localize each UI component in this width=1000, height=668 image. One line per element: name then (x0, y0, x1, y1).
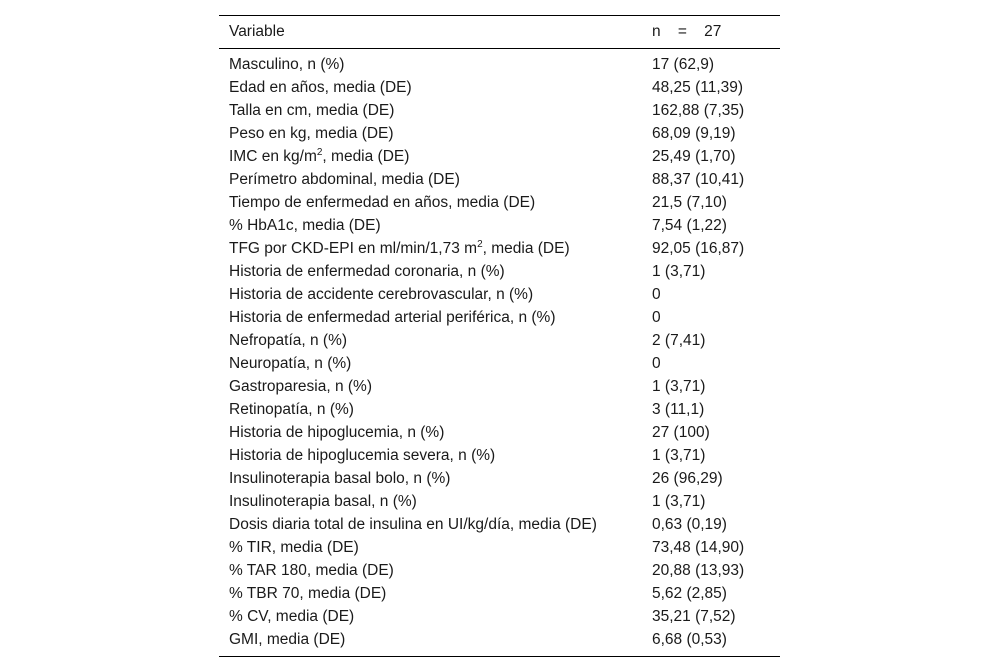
table-row (219, 214, 780, 237)
table-row (219, 467, 780, 490)
table-row (219, 237, 780, 260)
row-value: 0 (652, 354, 661, 372)
table-row (219, 260, 780, 283)
data-table-container (219, 15, 780, 657)
row-variable-label: Nefropatía, n (%) (229, 331, 348, 349)
table-row (219, 513, 780, 536)
label-text-suffix: , media (DE) (482, 239, 570, 257)
table-row (219, 283, 780, 306)
row-variable-label: Insulinoterapia basal, n (%) (229, 492, 417, 510)
row-variable-label: % TIR, media (DE) (229, 538, 359, 556)
table-row (219, 145, 780, 168)
row-value: 21,5 (7,10) (652, 193, 727, 211)
row-value: 48,25 (11,39) (652, 78, 744, 96)
label-superscript: 2 (316, 146, 323, 158)
characteristics-table (219, 15, 780, 657)
row-variable-label: % TAR 180, media (DE) (229, 561, 394, 579)
table-row (219, 191, 780, 214)
row-value: 3 (11,1) (652, 400, 705, 418)
row-variable-label (219, 237, 652, 260)
row-variable-label: Dosis diaria total de insulina en UI/kg/día, media (DE) (229, 515, 597, 533)
row-variable-label: Masculino, n (%) (229, 55, 345, 73)
row-value: 88,37 (10,41) (652, 170, 745, 188)
table-row (219, 49, 780, 77)
row-variable-label: Tiempo de enfermedad en años, media (DE) (229, 193, 536, 211)
header-row (219, 16, 780, 49)
row-variable-label: % CV, media (DE) (229, 607, 355, 625)
row-value: 92,05 (16,87) (652, 239, 745, 257)
row-variable-label (219, 145, 652, 168)
row-value: 6,68 (0,53) (652, 630, 727, 648)
header-n: n = 27 (652, 23, 722, 40)
row-value: 162,88 (7,35) (652, 101, 745, 119)
header-variable: Variable (229, 23, 285, 40)
table-row (219, 421, 780, 444)
row-value: 0 (652, 285, 661, 303)
row-variable-label: Retinopatía, n (%) (229, 400, 354, 418)
label-text: IMC en kg/m (229, 147, 317, 165)
row-variable-label: Historia de hipoglucemia, n (%) (229, 423, 445, 441)
row-variable-label: Edad en años, media (DE) (229, 78, 412, 96)
row-value: 0,63 (0,19) (652, 515, 727, 533)
row-value: 1 (3,71) (652, 446, 706, 464)
row-variable-label: Talla en cm, media (DE) (229, 101, 395, 119)
table-row (219, 582, 780, 605)
row-value: 1 (3,71) (652, 492, 706, 510)
label-text-suffix: , media (DE) (322, 147, 410, 165)
row-value: 5,62 (2,85) (652, 584, 727, 602)
table-row (219, 329, 780, 352)
row-value: 25,49 (1,70) (652, 147, 736, 165)
row-value: 0 (652, 308, 661, 326)
table-row (219, 398, 780, 421)
row-value: 27 (100) (652, 423, 710, 441)
table-row (219, 444, 780, 467)
row-variable-label: Historia de accidente cerebrovascular, n (%) (229, 285, 534, 303)
table-row (219, 375, 780, 398)
label-superscript: 2 (477, 238, 483, 250)
row-variable-label: % TBR 70, media (DE) (229, 584, 387, 602)
row-value: 68,09 (9,19) (652, 124, 736, 142)
table-row (219, 628, 780, 657)
row-value: 1 (3,71) (652, 262, 706, 280)
table-header (219, 16, 780, 49)
row-value: 20,88 (13,93) (652, 561, 745, 579)
row-variable-label: Neuropatía, n (%) (229, 354, 352, 372)
row-variable-label: GMI, media (DE) (229, 630, 346, 648)
table-row (219, 536, 780, 559)
row-variable-label: % HbA1c, media (DE) (229, 216, 381, 234)
row-value: 26 (96,29) (652, 469, 723, 487)
row-variable-label: Historia de hipoglucemia severa, n (%) (229, 446, 496, 464)
row-variable-label: Perímetro abdominal, media (DE) (229, 170, 460, 188)
label-text: TFG por CKD-EPI en ml/min/1,73 m (229, 239, 478, 257)
table-row (219, 352, 780, 375)
table-row (219, 490, 780, 513)
row-value: 1 (3,71) (652, 377, 706, 395)
row-variable-label: Peso en kg, media (DE) (229, 124, 394, 142)
row-value: 17 (62,9) (652, 55, 715, 73)
row-variable-label: Gastroparesia, n (%) (229, 377, 372, 395)
row-value: 2 (7,41) (652, 331, 706, 349)
table-row (219, 76, 780, 99)
row-variable-label: Historia de enfermedad arterial periférica, n (%) (229, 308, 556, 326)
row-variable-label: Historia de enfermedad coronaria, n (%) (229, 262, 505, 280)
row-value: 7,54 (1,22) (652, 216, 727, 234)
row-value: 35,21 (7,52) (652, 607, 736, 625)
table-row (219, 168, 780, 191)
table-row (219, 605, 780, 628)
table-row (219, 559, 780, 582)
table-row (219, 306, 780, 329)
table-row (219, 99, 780, 122)
row-variable-label: Insulinoterapia basal bolo, n (%) (229, 469, 451, 487)
row-value: 73,48 (14,90) (652, 538, 745, 556)
table-row (219, 122, 780, 145)
table-body (219, 49, 780, 657)
